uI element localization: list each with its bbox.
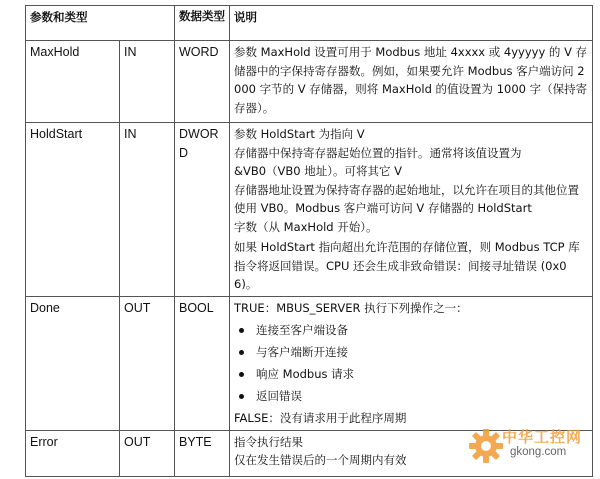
table-row [26, 123, 593, 297]
param-data-type: BOOL [175, 296, 230, 430]
table-row [26, 296, 593, 430]
param-description [230, 41, 593, 123]
header-data-type: 数据类型 [175, 6, 230, 41]
param-direction: IN [120, 123, 175, 297]
description-intro: TRUE：MBUS_SERVER 执行下列操作之一： [234, 300, 468, 315]
table-header-row [26, 6, 593, 41]
list-item: 连接至客户端设备 [234, 319, 588, 341]
description-line: 存储器地址设置为保持寄存器的起始地址，以允许在项目的其他位置使用 VB0。Modbus 客户端可访问 V 存储器的 HoldStart [234, 182, 579, 215]
param-name: Done [26, 296, 120, 430]
description-line: 如果 HoldStart 指向超出允许范围的存储位置，则 Modbus TCP 库指令将返回错误。CPU 还会生成非致命错误：间接寻址错误 (0x06)。 [234, 240, 580, 291]
description-line: &VB0（VB0 地址）。可将其它 V [234, 164, 403, 178]
param-description [230, 296, 593, 430]
param-name: HoldStart [26, 123, 120, 297]
header-param-and-type: 参数和类型 [26, 6, 175, 41]
param-name: Error [26, 430, 120, 476]
description-outro: FALSE：没有请求用于此程序周期 [234, 411, 407, 425]
param-data-type: WORD [175, 41, 230, 123]
description-line: 字数（从 MaxHold 开始）。 [234, 219, 378, 234]
gear-icon [466, 426, 506, 466]
table-row [26, 41, 593, 123]
list-item: 与客户端断开连接 [234, 341, 588, 363]
param-data-type: BYTE [175, 430, 230, 476]
param-direction: OUT [120, 296, 175, 430]
list-item: 返回错误 [234, 385, 588, 407]
param-description [230, 123, 593, 297]
watermark-logo [466, 422, 596, 470]
parameter-table [25, 5, 593, 477]
description-line: 参数 HoldStart 为指向 V [234, 127, 365, 141]
list-item: 响应 Modbus 请求 [234, 363, 588, 385]
param-direction: IN [120, 41, 175, 123]
description-line: 参数 MaxHold 设置可用于 Modbus 地址 4xxxx 或 4yyyyy 的 V 存储器中的字保持寄存器数。例如，如果要允许 Modbus 客户端访问 2000 字节的 V 存储器，则将 MaxHold 的值设置为 1000 字（保持寄存器）。 [234, 45, 588, 115]
param-name: MaxHold [26, 41, 120, 123]
param-direction: OUT [120, 430, 175, 476]
header-description: 说明 [230, 6, 593, 41]
description-line: 存储器中保持寄存器起始位置的指针。通常将该值设置为 [234, 145, 522, 160]
bullet-list [234, 319, 588, 407]
watermark-title: 中华工控网 [502, 428, 583, 446]
description-line: 仅在发生错误后的一个周期内有效 [234, 453, 407, 467]
description-line: 指令执行结果 [234, 434, 303, 449]
watermark-url: gkong.com [510, 446, 567, 458]
param-data-type: DWORD [175, 123, 230, 297]
